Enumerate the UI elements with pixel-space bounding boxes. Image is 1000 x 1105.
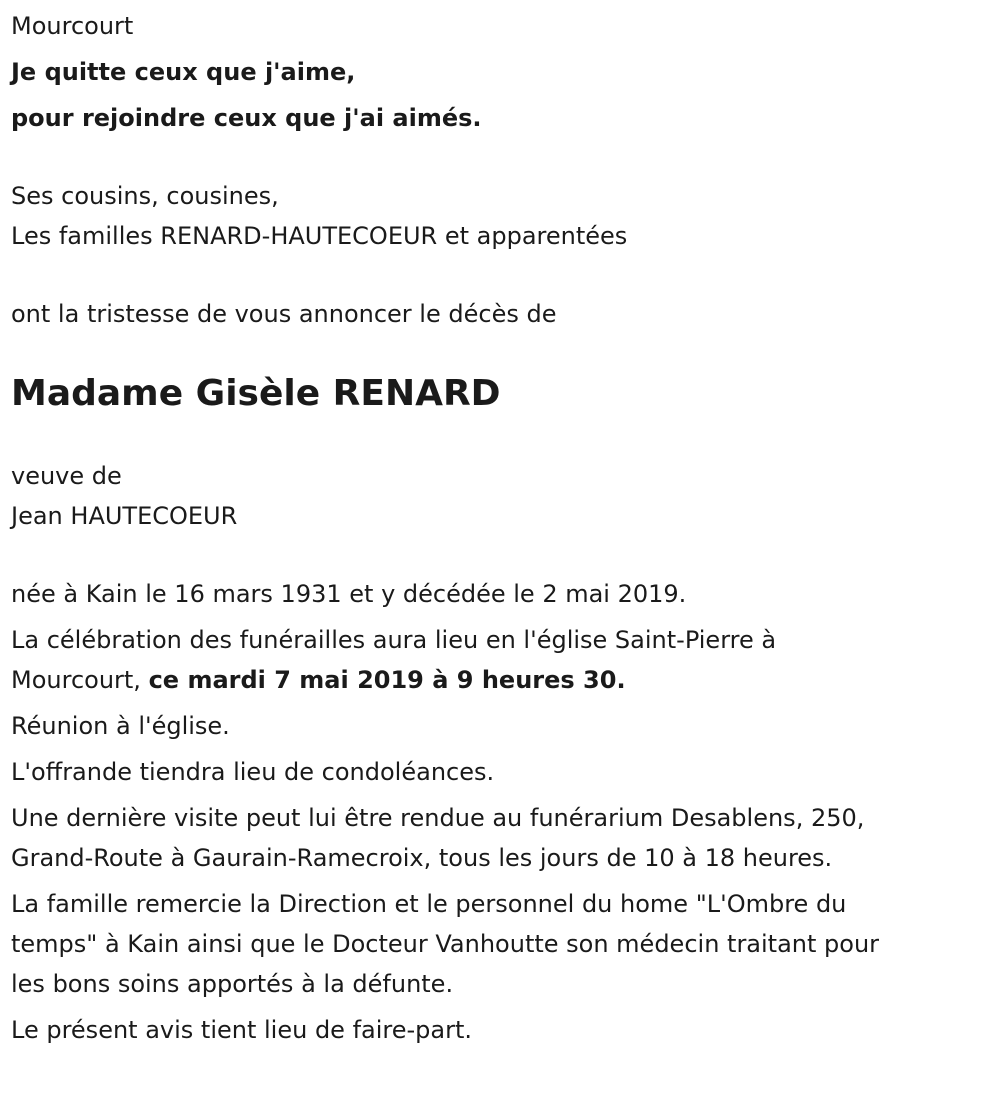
deceased-name: Madame Gisèle RENARD (11, 373, 501, 414)
thanks-line-2: temps" à Kain ainsi que le Docteur Vanhoutte son médecin traitant pour (11, 930, 880, 958)
birth-death-text: née à Kain le 16 mars 1931 et y décédée le 2 mai 2019. (11, 580, 687, 608)
funeral-line-2 (11, 660, 1000, 700)
quote-line-1: Je quitte ceux que j'aime, (11, 58, 356, 86)
announcement-text: ont la tristesse de vous annoncer le décès de (11, 300, 557, 328)
visit-line-2: Grand-Route à Gaurain-Ramecroix, tous les jours de 10 à 18 heures. (11, 844, 833, 872)
spouse-name: Jean HAUTECOEUR (11, 502, 238, 530)
funeral-line-1: La célébration des funérailles aura lieu en l'église Saint-Pierre à (11, 626, 777, 654)
quote-line-2: pour rejoindre ceux que j'ai aimés. (11, 104, 482, 132)
location-heading: Mourcourt (11, 12, 134, 40)
funeral-place: Mourcourt, (11, 666, 149, 694)
offering-text: L'offrande tiendra lieu de condoléances. (11, 758, 495, 786)
thanks-line-3: les bons soins apportés à la défunte. (11, 970, 454, 998)
relation-text: veuve de (11, 462, 122, 490)
visit-line-1: Une dernière visite peut lui être rendue au funérarium Desablens, 250, (11, 804, 865, 832)
thanks-line-1: La famille remercie la Direction et le personnel du home "L'Ombre du (11, 890, 847, 918)
funeral-datetime: ce mardi 7 mai 2019 à 9 heures 30. (148, 666, 626, 694)
family-line-1: Ses cousins, cousines, (11, 182, 279, 210)
meeting-text: Réunion à l'église. (11, 712, 230, 740)
family-line-2: Les familles RENARD-HAUTECOEUR et apparentées (11, 222, 628, 250)
closing-text: Le présent avis tient lieu de faire-part. (11, 1016, 473, 1044)
